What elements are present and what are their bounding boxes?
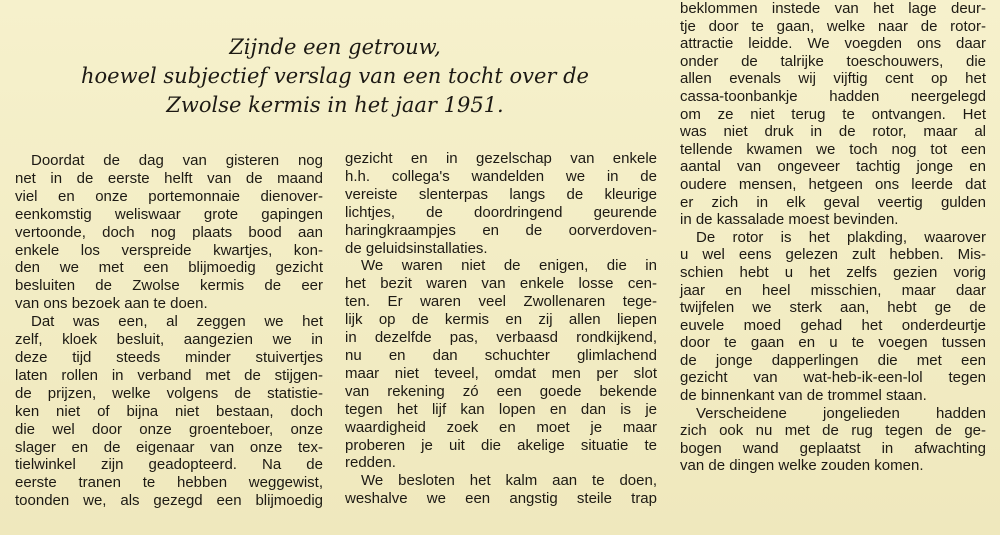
text-line: laten rollen in verband met de stijgen- bbox=[15, 366, 323, 384]
text-line: redden. bbox=[345, 454, 396, 472]
text-line: gezicht en in gezelschap van enkele bbox=[345, 150, 657, 167]
text-line: lichtjes, de doordringend geurende bbox=[345, 203, 657, 221]
title-line: Zijnde een getrouw, bbox=[229, 35, 441, 59]
text-line: allen evenals wij vijftig cent op het bbox=[680, 70, 986, 88]
text-line: attractie leidde. We voegden ons daar bbox=[680, 35, 986, 53]
text-line: oudere mensen, hetgeen ons leerde dat bbox=[680, 175, 986, 193]
text-line: om ze niet terug te ontvangen. Het bbox=[680, 105, 986, 123]
text-line: vereiste slenterpas langs de kleurige bbox=[345, 185, 657, 203]
title-line: Zwolse kermis in het jaar 1951. bbox=[166, 93, 504, 117]
text-line: de geluidsinstallaties. bbox=[345, 239, 488, 257]
text-line: van ons bezoek aan te doen. bbox=[15, 295, 208, 313]
text-line: die wel door onze groenteboer, onze bbox=[15, 420, 323, 438]
text-line: aantal van ongeveer tachtig jonge en bbox=[680, 158, 986, 176]
text-line: tje door te gaan, welke naar de rotor- bbox=[680, 17, 986, 35]
text-line: beklommen instede van het lage deur- bbox=[680, 0, 986, 17]
text-line: viel en onze portemonnaie dienover- bbox=[15, 187, 323, 205]
text-line: We waren niet de enigen, die in bbox=[361, 257, 657, 275]
text-line: door te gaan en u te voegen tussen bbox=[680, 334, 986, 352]
text-line: onder de talrijke toeschouwers, die bbox=[680, 52, 986, 70]
text-line: de prijzen, welke volgens de statistie- bbox=[15, 384, 323, 402]
text-line: het bezit waren van enkele losse cen- bbox=[345, 275, 657, 293]
text-line: lijk op de kermis en zij allen liepen bbox=[345, 311, 657, 329]
text-line: haringkraampjes en de oorverdoven- bbox=[345, 221, 657, 239]
text-line: deze tijd steeds minder stuivertjes bbox=[15, 348, 323, 366]
text-line: eenkomstig weliswaar grote gapingen bbox=[15, 205, 323, 223]
text-line: twijfelen we sterk aan, hebt ge de bbox=[680, 299, 986, 317]
title-line: hoewel subjectief verslag van een tocht over de bbox=[81, 64, 589, 88]
text-line: den we met een blijmoedig gezicht bbox=[15, 259, 323, 277]
text-line: net in de eerste helft van de maand bbox=[15, 169, 323, 187]
text-line: Dat was een, al zeggen we het bbox=[31, 313, 323, 331]
text-line: cassa-toonbankje hadden neergelegd bbox=[680, 87, 986, 105]
text-line: schien hebt u het zelfs gezien vorig bbox=[680, 263, 986, 281]
text-line: u wel eens gelezen zult hebben. Mis- bbox=[680, 246, 986, 264]
article-column-2 bbox=[345, 150, 657, 508]
text-line: We besloten het kalm aan te doen, bbox=[361, 472, 657, 490]
text-line: tegen het lijf kan lopen en dan is je bbox=[345, 400, 657, 418]
text-line: toonden we, als gezegd een blijmoedig bbox=[15, 492, 323, 510]
text-line: besluiten de Zwolse kermis de eer bbox=[15, 277, 323, 295]
text-line: slager en de eigenaar van onze tex- bbox=[15, 438, 323, 456]
text-line: de binnenkant van de trommel staan. bbox=[680, 387, 927, 405]
text-line: weshalve we een angstig steile trap bbox=[345, 490, 657, 508]
text-line: enkele los verspreide kwartjes, kon- bbox=[15, 241, 323, 259]
text-line: vertoonde, doch nog plaats bood aan bbox=[15, 223, 323, 241]
text-line: gezicht van wat-heb-ik-een-lol tegen bbox=[680, 369, 986, 387]
text-line: tielwinkel zijn geadopteerd. Na de bbox=[15, 456, 323, 474]
text-line: Verscheidene jongelieden hadden bbox=[696, 404, 986, 422]
text-line: tellende kwamen we toch nog tot een bbox=[680, 140, 986, 158]
text-line: er zich in elk geval veertig gulden bbox=[680, 193, 986, 211]
text-line: h.h. collega's wandelden we in de bbox=[345, 167, 657, 185]
article-column-3 bbox=[680, 0, 986, 475]
text-line: in dezelfde pas, verbaasd rondkijkend, bbox=[345, 329, 657, 347]
text-line: waardigheid zoek en moet je maar bbox=[345, 418, 657, 436]
text-line: nu en dan schuchter glimlachend bbox=[345, 346, 657, 364]
text-line: eerste tranen te hebben weggewist, bbox=[15, 474, 323, 492]
text-line: jaar en heel misschien, maar daar bbox=[680, 281, 986, 299]
text-line: van rekening zó een goede bekende bbox=[345, 382, 657, 400]
article-title bbox=[40, 33, 630, 120]
text-line: euvele moed gehad het onderdeurtje bbox=[680, 316, 986, 334]
text-line: in de kassalade moest bevinden. bbox=[680, 211, 899, 229]
article-column-1 bbox=[15, 152, 323, 510]
text-line: De rotor is het plakding, waarover bbox=[696, 228, 986, 246]
text-line: was niet druk in de rotor, maar al bbox=[680, 123, 986, 141]
text-line: de jonge dapperlingen die met een bbox=[680, 351, 986, 369]
text-line: ten. Er waren veel Zwollenaren tege- bbox=[345, 293, 657, 311]
text-line: zich ook nu met de rug tegen de ge- bbox=[680, 422, 986, 440]
text-line: ken niet of bijna niet bestaan, doch bbox=[15, 402, 323, 420]
text-line: proberen je uit die akelige situatie te bbox=[345, 436, 657, 454]
text-line: van de dingen welke zouden komen. bbox=[680, 457, 924, 475]
text-line: Doordat de dag van gisteren nog bbox=[31, 152, 323, 169]
text-line: zelf, kloek besluit, aangezien we in bbox=[15, 331, 323, 349]
text-line: maar niet teveel, omdat men per slot bbox=[345, 364, 657, 382]
text-line: bogen wand geplaatst in afwachting bbox=[680, 439, 986, 457]
